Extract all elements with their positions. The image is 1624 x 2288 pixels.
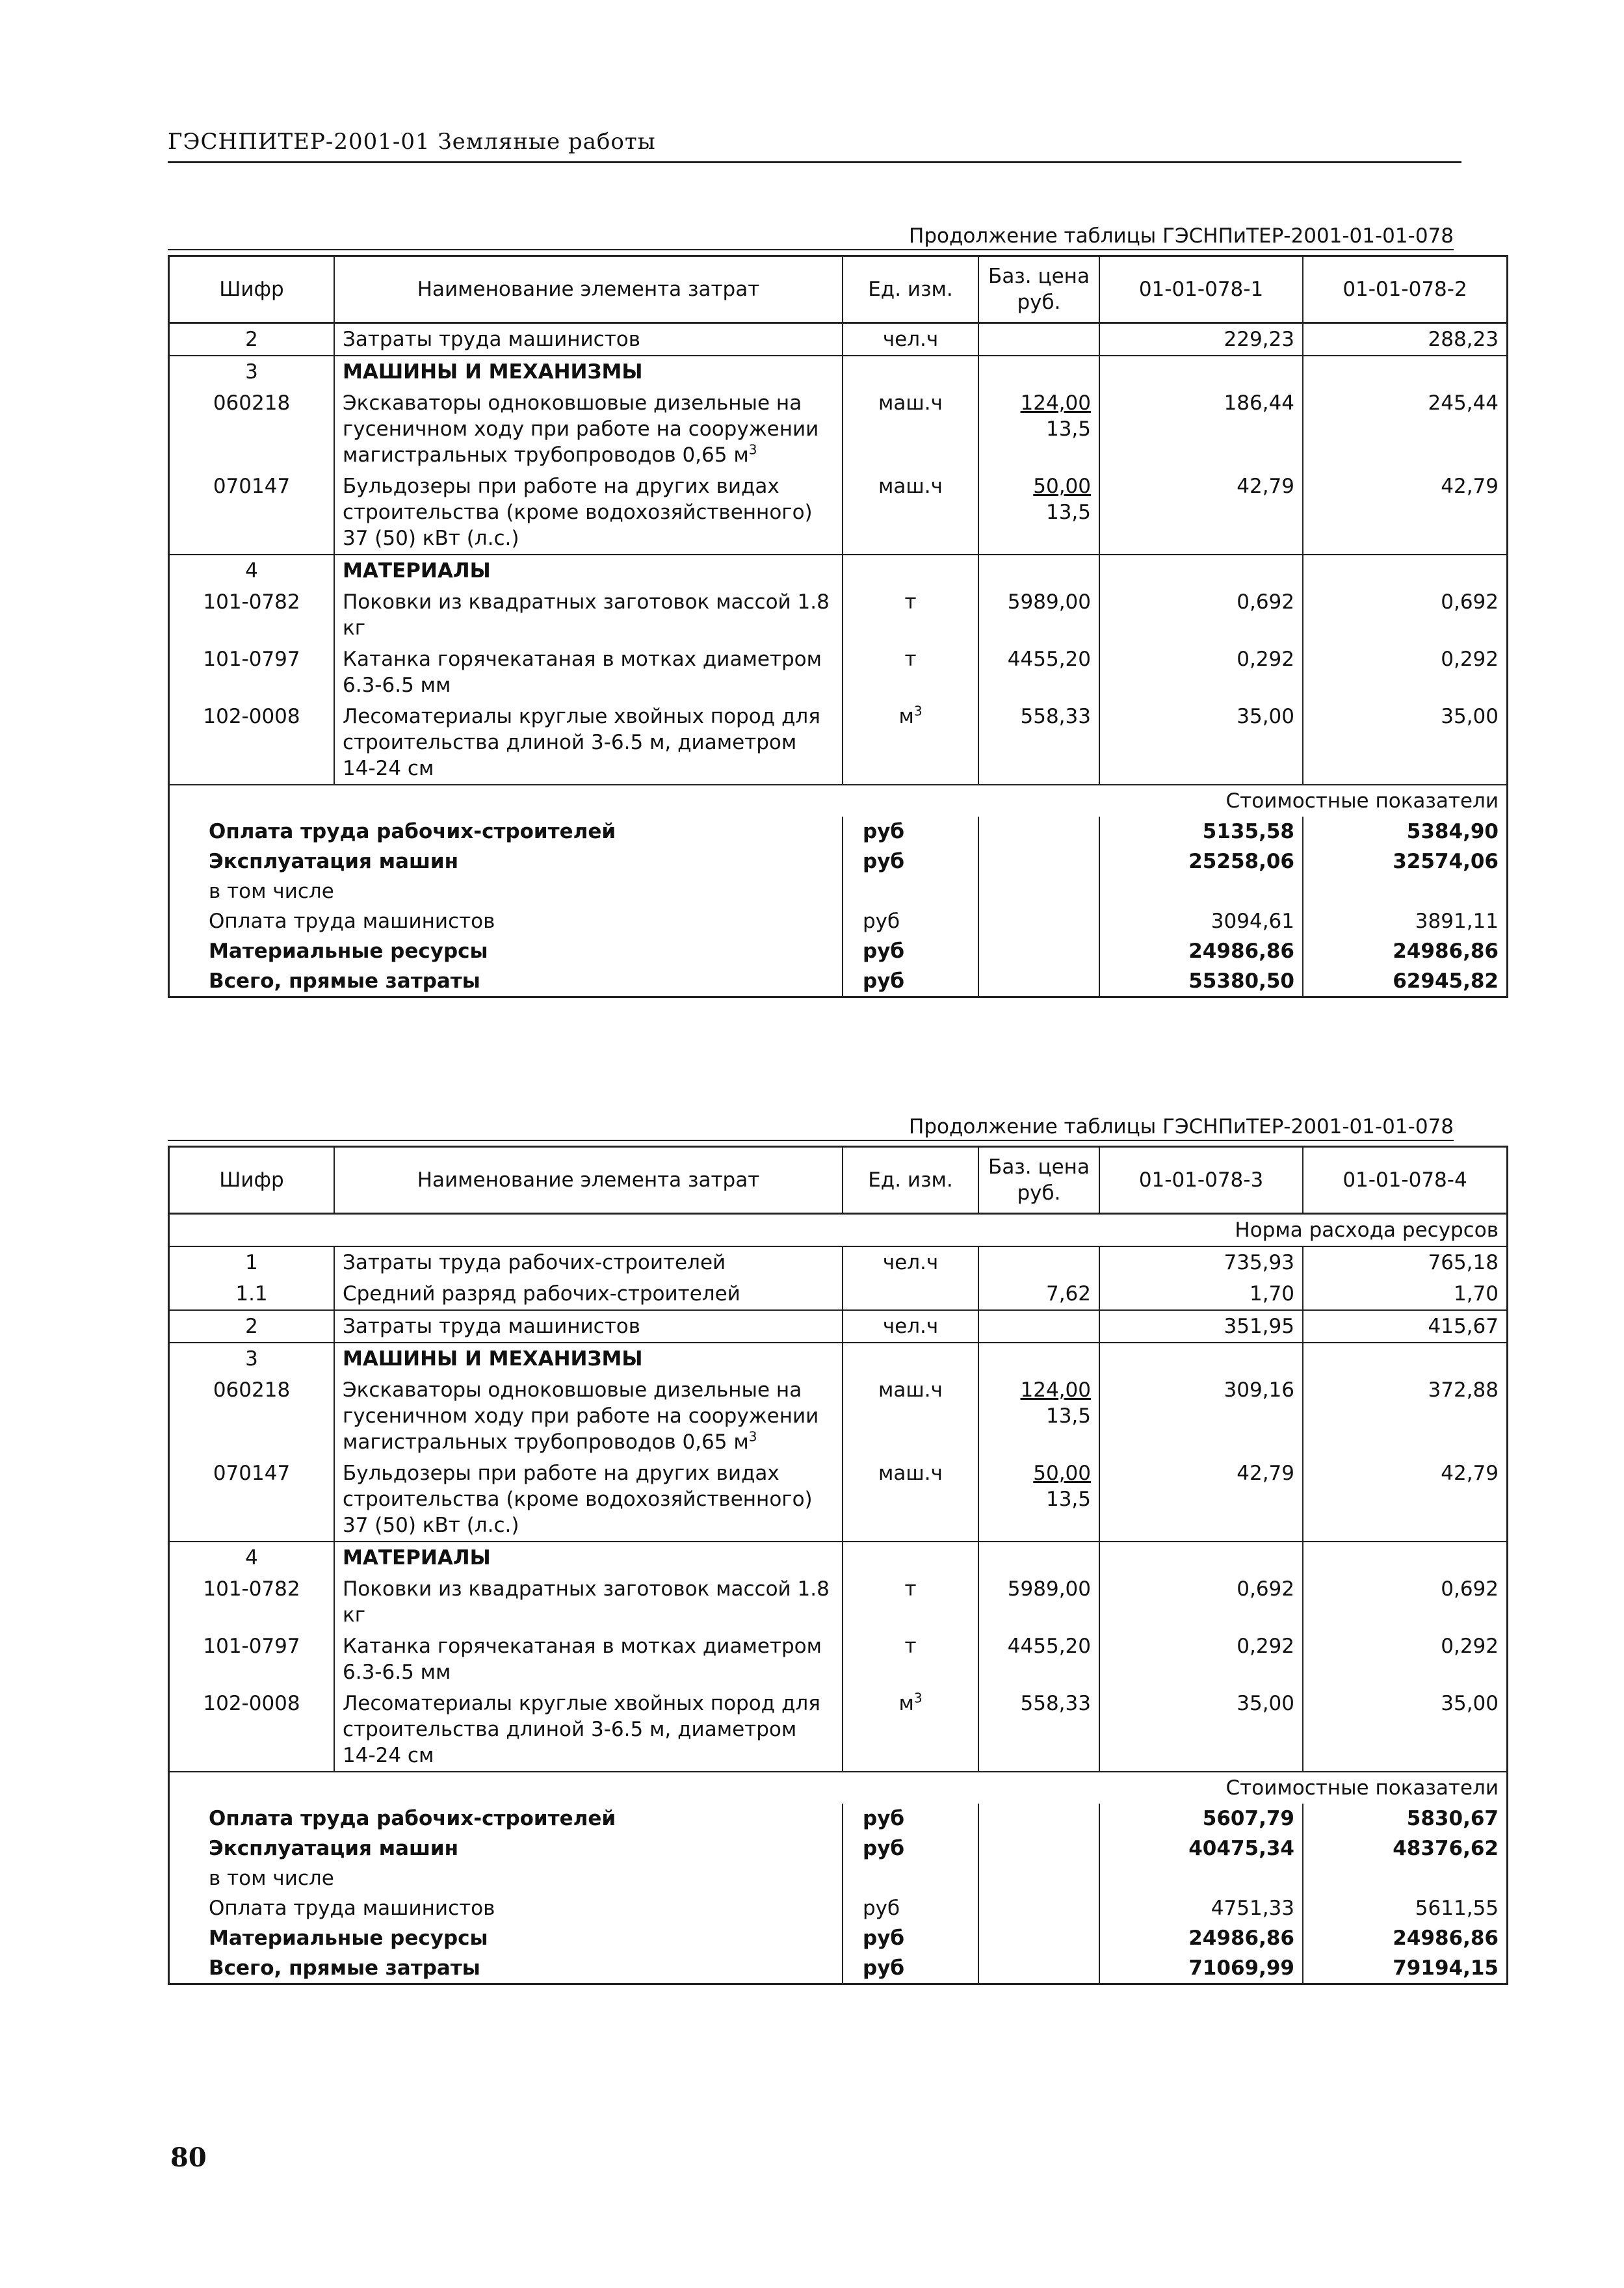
norm-value-1 [1099, 555, 1303, 586]
norm-value-1: 35,00 [1099, 1688, 1303, 1772]
cost-row [169, 1923, 1508, 1953]
resource-name-text: Поковки из квадратных заготовок массой 1.8 кг [343, 590, 830, 640]
cost-unit: руб [843, 1834, 978, 1863]
table-row [169, 471, 1508, 555]
resource-name-text: Бульдозеры при работе на других видах строительства (кроме водохозяйственного) 37 (50) кВт (л.с.) [343, 475, 813, 550]
base-price-value: 5989,00 [1007, 1577, 1091, 1601]
resource-name-text: МАТЕРИАЛЫ [343, 1546, 491, 1570]
cost-unit: руб [843, 1953, 978, 1984]
unit-text: маш.ч [878, 475, 943, 498]
resource-code: 3 [245, 360, 258, 384]
norm-value-2: 35,00 [1303, 1688, 1508, 1772]
table-row [169, 323, 1508, 356]
resource-name-text: Затраты труда рабочих-строителей [343, 1251, 726, 1274]
norm-value-1: 229,23 [1099, 323, 1303, 356]
norm-value-2 [1303, 1343, 1508, 1374]
resource-unit [843, 555, 978, 586]
unit-text: м [898, 1692, 914, 1715]
resource-name [334, 388, 843, 471]
resource-unit [843, 388, 978, 471]
resource-unit [843, 1246, 978, 1278]
norm-value-1: 351,95 [1099, 1310, 1303, 1343]
resource-name [334, 1278, 843, 1310]
resource-name [334, 1573, 843, 1631]
cost-value-1: 5607,79 [1099, 1804, 1303, 1834]
cost-value-2: 24986,86 [1303, 1923, 1508, 1953]
norm-value-2: 245,44 [1303, 388, 1508, 471]
cost-row [169, 966, 1508, 997]
resource-code: 4 [245, 1546, 258, 1570]
norm-value-2: 765,18 [1303, 1246, 1508, 1278]
base-price [978, 555, 1099, 586]
cost-empty [978, 906, 1099, 936]
cost-value-2: 5611,55 [1303, 1893, 1508, 1923]
norm-value-1: 186,44 [1099, 388, 1303, 471]
resource-name-text: Экскаваторы одноковшовые дизельные на гусеничном ходу при работе на сооружении магистральных трубопроводов 0,65 м [343, 391, 819, 467]
base-price [978, 1374, 1099, 1458]
resource-code: 4 [245, 559, 258, 583]
table-row [169, 1573, 1508, 1631]
table-caption: Продолжение таблицы ГЭСНПиТЕР-2001-01-01-078 [168, 1115, 1454, 1141]
resource-name-text: Лесоматериалы круглые хвойных пород для строительства длиной 3-6.5 м, диаметром 14-24 см [343, 1692, 820, 1767]
base-price-wage: 13,5 [1045, 1488, 1091, 1511]
unit-text: чел.ч [882, 328, 939, 351]
col-header-name: Наименование элемента затрат [334, 256, 843, 323]
base-price [978, 1246, 1099, 1278]
cost-label: Оплата труда машинистов [209, 1897, 495, 1920]
cost-row [169, 1834, 1508, 1863]
norm-value-2: 0,292 [1303, 1631, 1508, 1688]
resource-unit [843, 1631, 978, 1688]
norm-value-1: 1,70 [1099, 1278, 1303, 1310]
base-price [978, 323, 1099, 356]
cost-label: Эксплуатация машин [209, 850, 459, 873]
cost-unit: руб [843, 847, 978, 876]
resource-name [334, 1343, 843, 1374]
norm-value-2: 42,79 [1303, 471, 1508, 555]
base-price [978, 701, 1099, 785]
col-header-code: Шифр [169, 1147, 335, 1214]
base-price [978, 1458, 1099, 1542]
resource-unit [843, 586, 978, 644]
cost-label: Всего, прямые затраты [209, 969, 480, 993]
unit-text: маш.ч [878, 391, 943, 415]
col-header-code: Шифр [169, 256, 335, 323]
table-row [169, 701, 1508, 785]
cost-row [169, 876, 1508, 906]
table-header-row [169, 256, 1508, 323]
resource-name-text: Катанка горячекатаная в мотках диаметром 6.3-6.5 мм [343, 648, 822, 697]
resource-unit [843, 1374, 978, 1458]
base-price-wage: 13,5 [1045, 417, 1091, 441]
cost-value-1: 25258,06 [1099, 847, 1303, 876]
cost-row [169, 936, 1508, 966]
resource-unit [843, 1458, 978, 1542]
table-row [169, 1374, 1508, 1458]
resource-name-text: Экскаваторы одноковшовые дизельные на гусеничном ходу при работе на сооружении магистральных трубопроводов 0,65 м [343, 1378, 819, 1454]
norm-value-2: 0,692 [1303, 1573, 1508, 1631]
cost-row [169, 1863, 1508, 1893]
base-price [978, 1310, 1099, 1343]
cost-unit: руб [843, 966, 978, 997]
table-row [169, 1310, 1508, 1343]
cost-value-2: 5830,67 [1303, 1804, 1508, 1834]
base-price-value: 124,00 [1020, 1378, 1091, 1402]
resource-code: 102-0008 [203, 1692, 300, 1715]
cost-empty [978, 876, 1099, 906]
table-row [169, 1246, 1508, 1278]
unit-text: т [904, 1577, 917, 1601]
cost-label: Оплата труда рабочих-строителей [209, 820, 616, 843]
base-price-wage: 13,5 [1045, 1404, 1091, 1428]
cost-value-1: 24986,86 [1099, 936, 1303, 966]
cost-row [169, 1804, 1508, 1834]
resource-name-text: Затраты труда машинистов [343, 1315, 641, 1338]
cost-empty [978, 936, 1099, 966]
norm-value-2: 288,23 [1303, 323, 1508, 356]
norm-value-1: 0,692 [1099, 1573, 1303, 1631]
cost-value-2 [1303, 876, 1508, 906]
cost-section-title: Стоимостные показатели [169, 1772, 1508, 1804]
cost-header-row [169, 1772, 1508, 1804]
resource-name [334, 1246, 843, 1278]
norm-header-row [169, 1214, 1508, 1247]
cost-row [169, 1953, 1508, 1984]
cost-empty [978, 1923, 1099, 1953]
col-header-code-2: 01-01-078-2 [1303, 256, 1508, 323]
cost-unit: руб [843, 1804, 978, 1834]
cost-value-1 [1099, 1863, 1303, 1893]
resource-code: 1 [245, 1251, 258, 1274]
base-price-value: 558,33 [1020, 1692, 1091, 1715]
cost-value-2: 79194,15 [1303, 1953, 1508, 1984]
resource-code: 3 [245, 1347, 258, 1371]
base-price [978, 388, 1099, 471]
norm-value-1: 735,93 [1099, 1246, 1303, 1278]
resource-name-text: Средний разряд рабочих-строителей [343, 1282, 740, 1306]
base-price-value: 558,33 [1020, 705, 1091, 728]
col-header-code-1: 01-01-078-1 [1099, 256, 1303, 323]
table-row [169, 586, 1508, 644]
cost-value-1: 5135,58 [1099, 817, 1303, 847]
cost-empty [978, 1804, 1099, 1834]
resource-unit [843, 1542, 978, 1573]
unit-text: маш.ч [878, 1378, 943, 1402]
norm-value-2: 415,67 [1303, 1310, 1508, 1343]
resource-unit [843, 701, 978, 785]
resource-name [334, 701, 843, 785]
resource-unit [843, 644, 978, 701]
table-row [169, 644, 1508, 701]
col-header-unit: Ед. изм. [843, 256, 978, 323]
resource-name-text: МАШИНЫ И МЕХАНИЗМЫ [343, 360, 643, 384]
cost-label: Материальные ресурсы [209, 1926, 488, 1950]
resource-code: 060218 [213, 391, 291, 415]
resource-unit [843, 1310, 978, 1343]
base-price [978, 1278, 1099, 1310]
resource-unit [843, 1343, 978, 1374]
col-header-price: Баз. цена руб. [978, 1147, 1099, 1214]
table-header-row [169, 1147, 1508, 1214]
table-caption: Продолжение таблицы ГЭСНПиТЕР-2001-01-01-078 [168, 224, 1454, 250]
cost-label: Оплата труда машинистов [209, 910, 495, 933]
cost-row [169, 906, 1508, 936]
unit-text: т [904, 1635, 917, 1658]
cost-value-1: 3094,61 [1099, 906, 1303, 936]
norm-value-2 [1303, 356, 1508, 388]
norm-value-2: 372,88 [1303, 1374, 1508, 1458]
base-price [978, 1343, 1099, 1374]
resource-name [334, 555, 843, 586]
table-row [169, 1631, 1508, 1688]
base-price-value: 50,00 [1033, 1462, 1091, 1485]
norm-value-1: 35,00 [1099, 701, 1303, 785]
cost-unit: руб [843, 1923, 978, 1953]
resource-name-text: Бульдозеры при работе на других видах строительства (кроме водохозяйственного) 37 (50) кВт (л.с.) [343, 1462, 813, 1537]
base-price [978, 356, 1099, 388]
base-price-value: 4455,20 [1007, 648, 1091, 671]
base-price-value: 5989,00 [1007, 590, 1091, 614]
cost-value-2: 5384,90 [1303, 817, 1508, 847]
resource-code: 101-0782 [203, 1577, 300, 1601]
resource-code: 101-0797 [203, 1635, 300, 1658]
superscript: 3 [913, 703, 923, 719]
norm-value-2: 1,70 [1303, 1278, 1508, 1310]
cost-unit [843, 1863, 978, 1893]
resource-code: 2 [169, 1310, 335, 1343]
cost-value-1: 55380,50 [1099, 966, 1303, 997]
table-row [169, 1343, 1508, 1374]
resource-name-text: Затраты труда машинистов [343, 328, 641, 351]
table-row [169, 388, 1508, 471]
resource-table [168, 255, 1508, 998]
cost-empty [978, 1953, 1099, 1984]
superscript: 3 [748, 1428, 757, 1445]
norm-value-1 [1099, 356, 1303, 388]
resource-unit [843, 323, 978, 356]
base-price-value: 4455,20 [1007, 1635, 1091, 1658]
resource-name-text: Поковки из квадратных заготовок массой 1.8 кг [343, 1577, 830, 1627]
resource-unit [843, 1573, 978, 1631]
cost-value-1: 24986,86 [1099, 1923, 1303, 1953]
norm-value-1: 309,16 [1099, 1374, 1303, 1458]
table-row [169, 356, 1508, 388]
resource-name-text: Лесоматериалы круглые хвойных пород для строительства длиной 3-6.5 м, диаметром 14-24 см [343, 705, 820, 780]
cost-empty [978, 966, 1099, 997]
cost-label: Материальные ресурсы [209, 940, 488, 963]
cost-empty [978, 847, 1099, 876]
resource-code: 060218 [213, 1378, 291, 1402]
cost-empty [978, 1834, 1099, 1863]
cost-label: Оплата труда рабочих-строителей [209, 1807, 616, 1830]
cost-value-2: 24986,86 [1303, 936, 1508, 966]
col-header-name: Наименование элемента затрат [334, 1147, 843, 1214]
resource-name [334, 356, 843, 388]
resource-code: 102-0008 [203, 705, 300, 728]
col-header-price: Баз. цена руб. [978, 256, 1099, 323]
cost-header-row [169, 785, 1508, 817]
cost-row [169, 817, 1508, 847]
cost-unit: руб [843, 817, 978, 847]
norm-value-1: 42,79 [1099, 1458, 1303, 1542]
cost-value-1: 4751,33 [1099, 1893, 1303, 1923]
cost-value-2: 48376,62 [1303, 1834, 1508, 1863]
resource-name [334, 323, 843, 356]
resource-code: 070147 [169, 1458, 335, 1542]
cost-label: Всего, прямые затраты [209, 1956, 480, 1980]
resource-name [334, 644, 843, 701]
resource-name-text: МАШИНЫ И МЕХАНИЗМЫ [343, 1347, 643, 1371]
unit-text: т [904, 590, 917, 614]
resource-name [334, 471, 843, 555]
unit-text: чел.ч [882, 1315, 939, 1338]
norm-value-1: 0,292 [1099, 1631, 1303, 1688]
norm-value-2: 35,00 [1303, 701, 1508, 785]
unit-text: чел.ч [882, 1251, 939, 1274]
cost-value-1: 40475,34 [1099, 1834, 1303, 1863]
resource-unit [843, 1688, 978, 1772]
norm-value-1: 0,292 [1099, 644, 1303, 701]
norm-value-1 [1099, 1542, 1303, 1573]
resource-code: 1.1 [169, 1278, 335, 1310]
table-row [169, 555, 1508, 586]
cost-unit: руб [843, 906, 978, 936]
running-header: ГЭСНПИТЕР-2001-01 Земляные работы [168, 129, 1461, 163]
col-header-code-3: 01-01-078-3 [1099, 1147, 1303, 1214]
resource-unit [843, 471, 978, 555]
cost-value-1: 71069,99 [1099, 1953, 1303, 1984]
norm-value-2 [1303, 1542, 1508, 1573]
norm-value-2: 42,79 [1303, 1458, 1508, 1542]
norm-value-2 [1303, 555, 1508, 586]
cost-unit: руб [843, 1893, 978, 1923]
resource-code: 2 [169, 323, 335, 356]
cost-value-2 [1303, 1863, 1508, 1893]
base-price [978, 1688, 1099, 1772]
cost-label: в том числе [209, 1867, 334, 1890]
base-price [978, 1573, 1099, 1631]
base-price-value: 124,00 [1020, 391, 1091, 415]
cost-value-2: 32574,06 [1303, 847, 1508, 876]
table-row [169, 1278, 1508, 1310]
norm-value-2: 0,692 [1303, 586, 1508, 644]
resource-name [334, 1310, 843, 1343]
resource-code: 101-0782 [203, 590, 300, 614]
col-header-unit: Ед. изм. [843, 1147, 978, 1214]
resource-name [334, 1688, 843, 1772]
cost-empty [978, 1893, 1099, 1923]
resource-name [334, 1374, 843, 1458]
resource-name [334, 1542, 843, 1573]
norm-value-1: 42,79 [1099, 471, 1303, 555]
table-row [169, 1542, 1508, 1573]
resource-code: 070147 [169, 471, 335, 555]
unit-text: т [904, 648, 917, 671]
cost-value-2: 62945,82 [1303, 966, 1508, 997]
norm-value-1: 0,692 [1099, 586, 1303, 644]
cost-value-1 [1099, 876, 1303, 906]
cost-unit [843, 876, 978, 906]
cost-label: Эксплуатация машин [209, 1837, 459, 1860]
base-price [978, 586, 1099, 644]
cost-empty [978, 817, 1099, 847]
base-price [978, 471, 1099, 555]
base-price-wage: 13,5 [1045, 501, 1091, 524]
resource-code: 101-0797 [203, 648, 300, 671]
cost-empty [978, 1863, 1099, 1893]
base-price [978, 1542, 1099, 1573]
base-price [978, 1631, 1099, 1688]
superscript: 3 [913, 1690, 923, 1706]
norm-value-2: 0,292 [1303, 644, 1508, 701]
table-row [169, 1688, 1508, 1772]
table-row [169, 1458, 1508, 1542]
base-price [978, 644, 1099, 701]
superscript: 3 [748, 441, 757, 458]
cost-label: в том числе [209, 880, 334, 903]
col-header-code-4: 01-01-078-4 [1303, 1147, 1508, 1214]
base-price-value: 7,62 [1045, 1282, 1091, 1306]
norm-section-title: Норма расхода ресурсов [169, 1214, 1508, 1247]
resource-name [334, 1458, 843, 1542]
cost-row [169, 1893, 1508, 1923]
cost-unit: руб [843, 936, 978, 966]
resource-name [334, 586, 843, 644]
norm-value-1 [1099, 1343, 1303, 1374]
resource-unit [843, 356, 978, 388]
resource-name [334, 1631, 843, 1688]
resource-name-text: Катанка горячекатаная в мотках диаметром 6.3-6.5 мм [343, 1635, 822, 1684]
base-price-value: 50,00 [1033, 475, 1091, 498]
resource-table [168, 1146, 1508, 1985]
cost-value-2: 3891,11 [1303, 906, 1508, 936]
unit-text: маш.ч [878, 1462, 943, 1485]
cost-row [169, 847, 1508, 876]
page-number: 80 [170, 2142, 207, 2173]
resource-name-text: МАТЕРИАЛЫ [343, 559, 491, 583]
unit-text: м [898, 705, 914, 728]
cost-section-title: Стоимостные показатели [169, 785, 1508, 817]
resource-unit [843, 1278, 978, 1310]
